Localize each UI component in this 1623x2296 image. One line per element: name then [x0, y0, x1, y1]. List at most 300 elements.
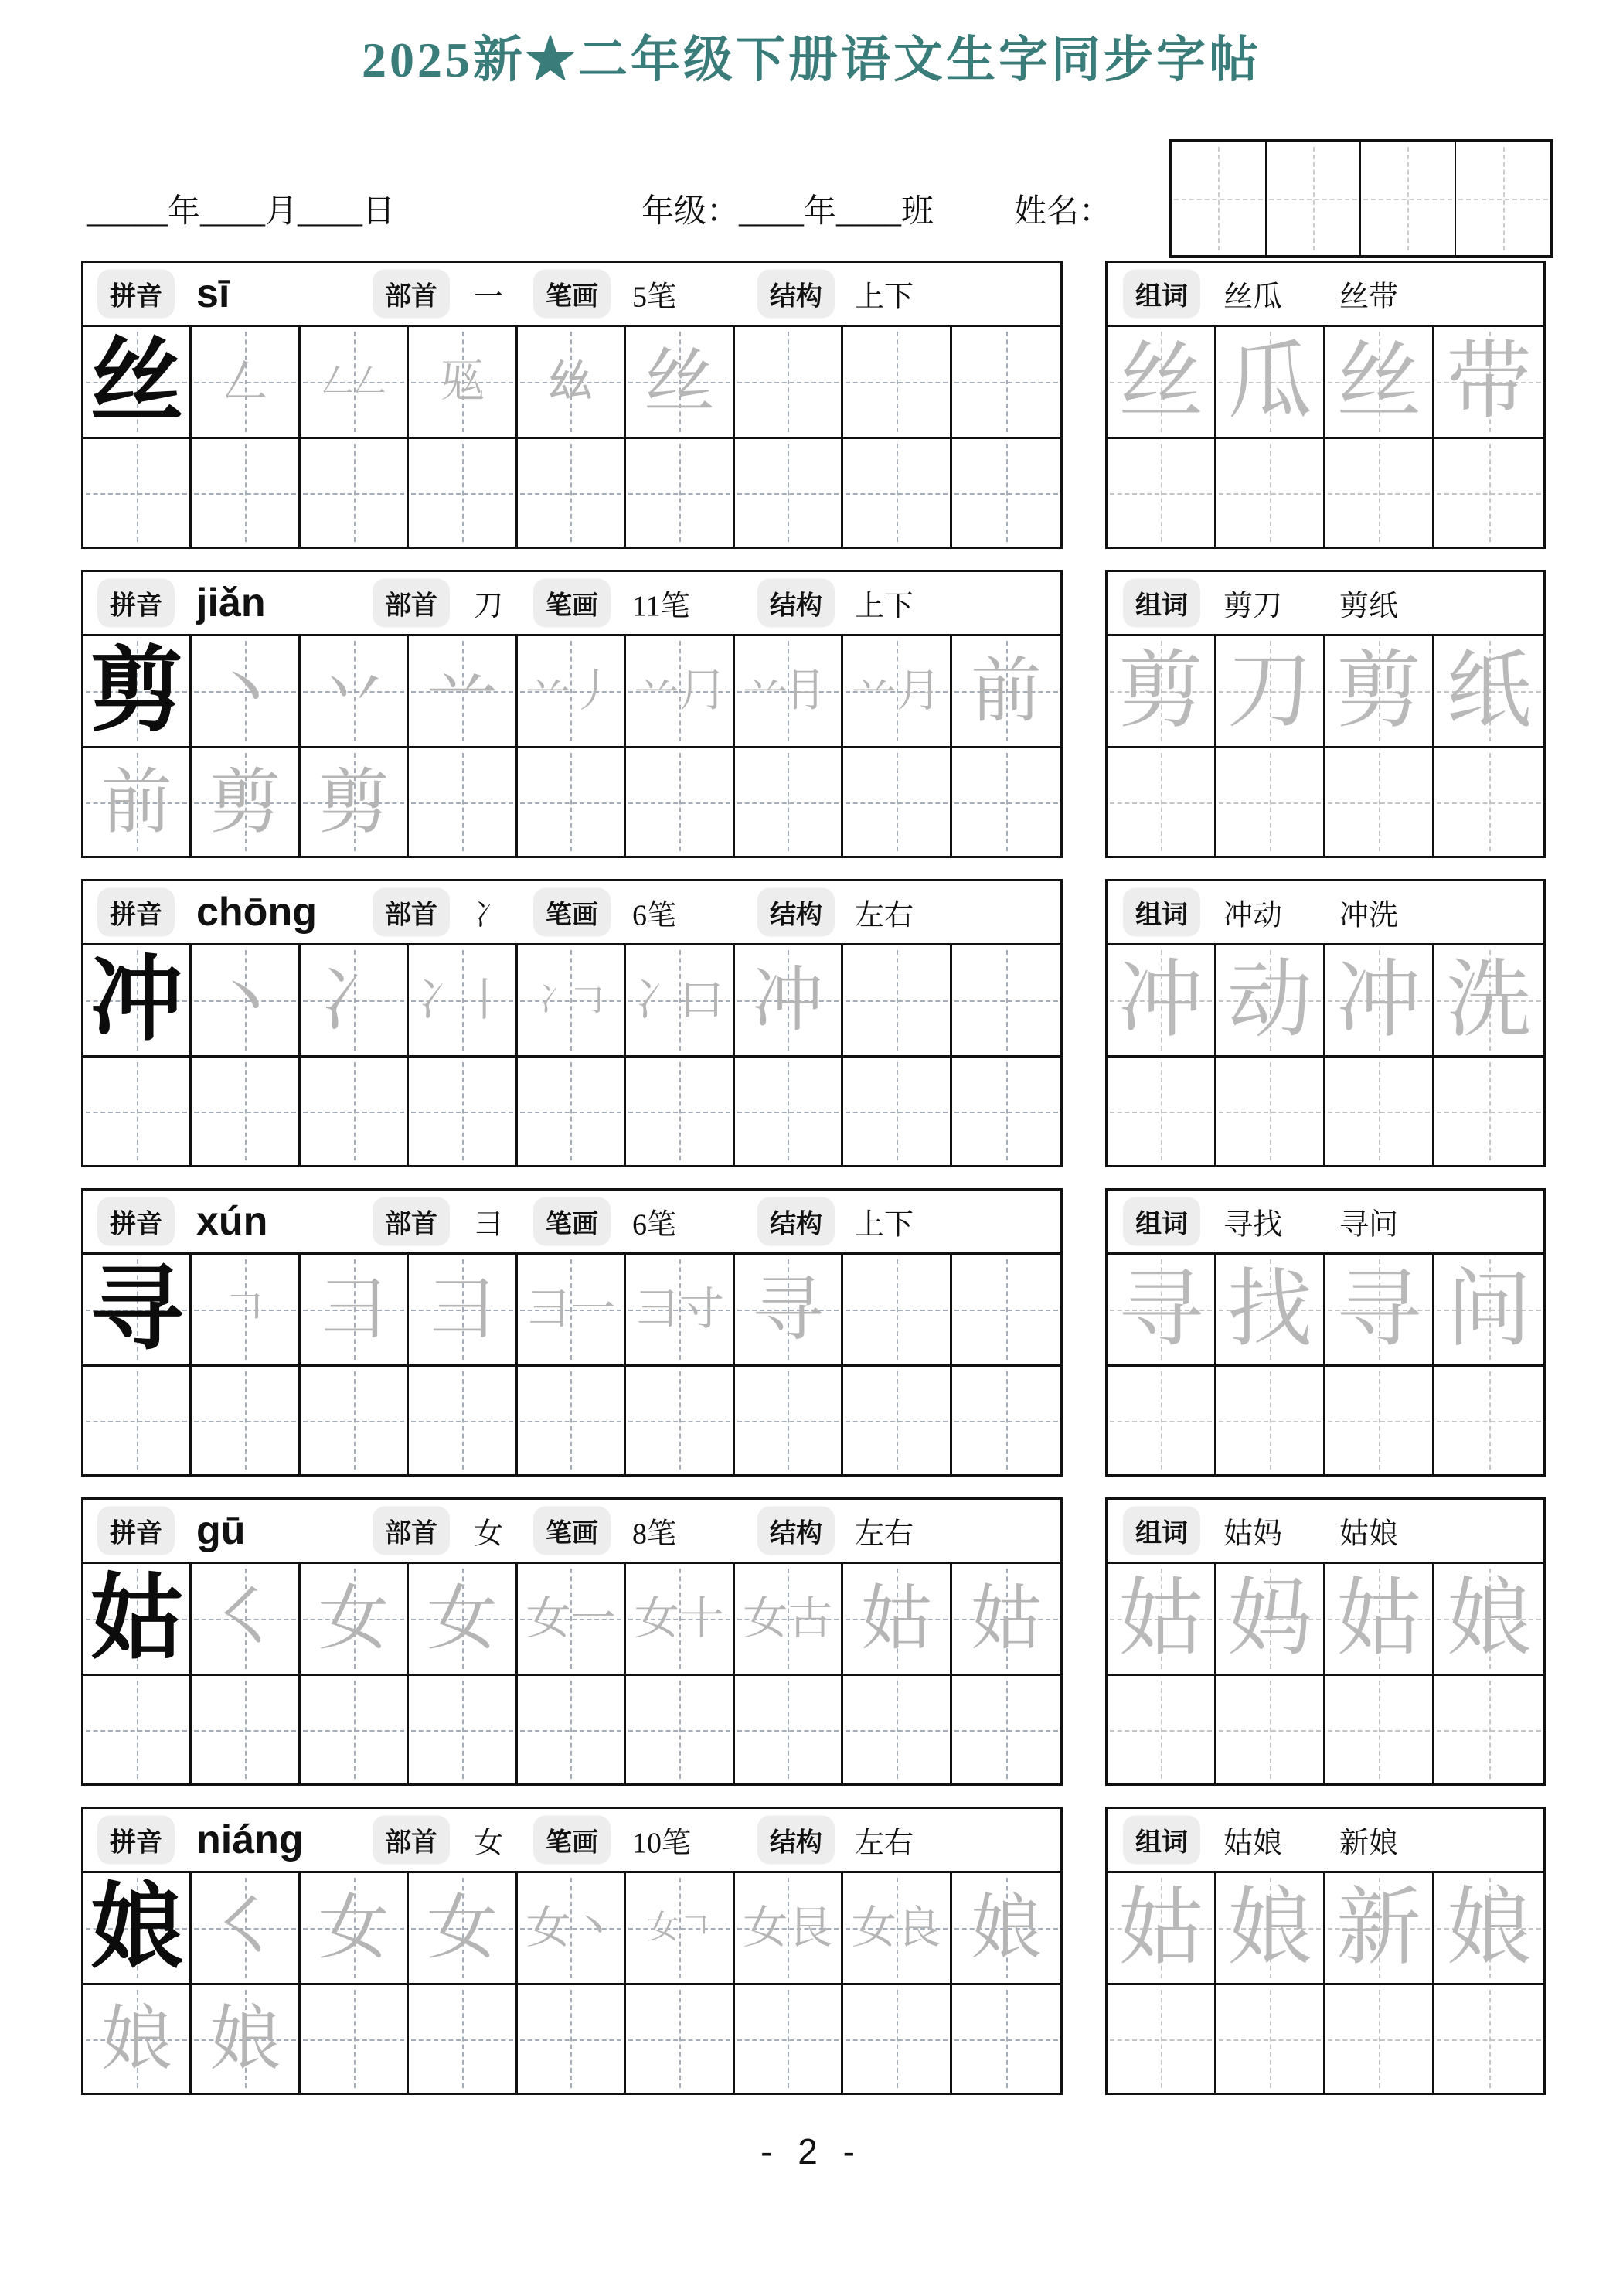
- empty-practice-cell: [1216, 1367, 1325, 1474]
- empty-practice-cell: [1325, 748, 1434, 856]
- empty-practice-cell: [1325, 1985, 1434, 2093]
- stroke-step-cell: [83, 748, 192, 856]
- empty-practice-cell: [1434, 1058, 1543, 1165]
- glyph: 剪: [1336, 644, 1421, 738]
- glyph: 丷: [318, 652, 390, 731]
- empty-practice-cell: [192, 1058, 300, 1165]
- glyph: 丝: [90, 330, 183, 433]
- empty-practice-cell: [83, 1676, 192, 1783]
- word-row: [1108, 1564, 1543, 1674]
- word-trace-cell: [1108, 1255, 1216, 1364]
- glyph: 女良: [851, 1903, 941, 1953]
- glyph: 冲: [1118, 953, 1203, 1048]
- stroke-step-cell: [301, 1873, 409, 1983]
- stroke-step-cell: [952, 1255, 1060, 1364]
- glyph: 女: [427, 1889, 498, 1967]
- empty-practice-cell: [192, 439, 300, 547]
- glyph: 冫口: [634, 975, 724, 1025]
- stroke-step-cell: [518, 1873, 626, 1983]
- radical-value: 刀: [474, 590, 504, 623]
- stroke-step-cell: [301, 1564, 409, 1674]
- empty-practice-cell: [1434, 1367, 1543, 1474]
- word-box-1: [1105, 570, 1546, 858]
- word-practice-grid: [1108, 1255, 1543, 1474]
- glyph: 𢆺: [440, 356, 485, 407]
- word-practice-grid: [1108, 327, 1543, 547]
- word-practice-grid: [1108, 636, 1543, 856]
- empty-practice-cell: [735, 1985, 843, 2093]
- empty-practice-cell: [409, 1676, 517, 1783]
- structure-label-badge: 结构: [757, 888, 835, 937]
- stroke-step-cell: [952, 1873, 1060, 1983]
- empty-practice-cell: [626, 1676, 734, 1783]
- word-trace-cell: [1108, 327, 1216, 437]
- empty-practice-cell: [626, 439, 734, 547]
- glyph: 姑: [1118, 1572, 1203, 1666]
- empty-practice-cell: [626, 748, 734, 856]
- radical-label-badge: 部首: [373, 1197, 450, 1246]
- structure-value: 左右: [855, 1518, 914, 1551]
- empty-practice-cell: [1434, 439, 1543, 547]
- glyph: 女一: [526, 1593, 616, 1644]
- empty-practice-cell: [83, 1058, 192, 1165]
- stroke-step-cell: [192, 1985, 300, 2093]
- main-character-cell: [83, 327, 192, 437]
- word-trace-cell: [1108, 636, 1216, 746]
- empty-practice-cell: [735, 1676, 843, 1783]
- student-name-label: 姓名：: [1014, 194, 1112, 230]
- empty-practice-cell: [843, 1058, 951, 1165]
- pinyin-value: sī: [196, 271, 230, 316]
- glyph: 剪: [318, 762, 390, 842]
- empty-practice-cell: [1108, 1058, 1216, 1165]
- structure-value: 上下: [855, 281, 914, 314]
- practice-box-header: [83, 572, 1060, 636]
- structure-label-badge: 结构: [757, 579, 835, 628]
- word-value: 剪纸: [1339, 590, 1399, 623]
- stroke-step-cell: [518, 327, 626, 437]
- practice-row: [83, 1873, 1060, 1983]
- word-box-4: [1105, 1497, 1546, 1786]
- date-fill-line: _____年____月____日: [87, 194, 396, 230]
- stroke-step-cell: [843, 636, 951, 746]
- word-value: 剪刀: [1223, 590, 1283, 623]
- empty-practice-cell: [518, 1058, 626, 1165]
- empty-practice-cell: [735, 1058, 843, 1165]
- glyph: 前: [100, 762, 172, 842]
- word-trace-cell: [1108, 945, 1216, 1055]
- stroke-step-cell: [301, 327, 409, 437]
- practice-row: [83, 437, 1060, 547]
- stroke-practice-grid: [83, 1255, 1060, 1474]
- empty-practice-cell: [843, 439, 951, 547]
- empty-practice-cell: [1108, 748, 1216, 856]
- pinyin-label-badge: 拼音: [97, 579, 175, 628]
- glyph: 丶: [209, 652, 281, 731]
- empty-practice-cell: [518, 1367, 626, 1474]
- word-practice-grid: [1108, 1564, 1543, 1783]
- glyph: 彐寸: [634, 1284, 724, 1334]
- pinyin-value: xún: [196, 1199, 268, 1244]
- stroke-step-cell: [301, 1255, 409, 1364]
- empty-practice-cell: [301, 1367, 409, 1474]
- glyph: 𠃋𠃋: [321, 364, 386, 400]
- stroke-step-cell: [735, 327, 843, 437]
- empty-practice-cell: [952, 1058, 1060, 1165]
- pinyin-value: chōng: [196, 890, 317, 935]
- stroke-step-cell: [192, 1255, 300, 1364]
- main-character-cell: [83, 1873, 192, 1983]
- pinyin-value: niáng: [196, 1817, 304, 1862]
- glyph: ㇛: [209, 1579, 281, 1658]
- glyph: 娘: [209, 1999, 281, 2079]
- practice-row: [83, 1055, 1060, 1165]
- empty-practice-cell: [1216, 1676, 1325, 1783]
- glyph: 姑: [1336, 1572, 1421, 1666]
- word-trace-cell: [1434, 1873, 1543, 1983]
- word-box-header: [1108, 1500, 1543, 1564]
- empty-practice-cell: [1325, 439, 1434, 547]
- word-value: 姑妈: [1223, 1518, 1283, 1551]
- empty-practice-cell: [83, 1367, 192, 1474]
- structure-label-badge: 结构: [757, 1507, 835, 1555]
- stroke-step-cell: [626, 1564, 734, 1674]
- stroke-step-cell: [843, 1564, 951, 1674]
- structure-label-badge: 结构: [757, 270, 835, 319]
- pinyin-label-badge: 拼音: [97, 1816, 175, 1865]
- word-trace-cell: [1434, 945, 1543, 1055]
- stroke-step-cell: [735, 1255, 843, 1364]
- practice-box-4: [81, 1497, 1063, 1786]
- radical-value: 彐: [474, 1208, 504, 1242]
- empty-practice-cell: [843, 748, 951, 856]
- glyph: ㇛: [209, 1889, 281, 1967]
- structure-value: 上下: [855, 590, 914, 623]
- stroke-step-cell: [518, 945, 626, 1055]
- empty-practice-cell: [192, 1676, 300, 1783]
- stroke-step-cell: [735, 636, 843, 746]
- empty-practice-cell: [1108, 1367, 1216, 1474]
- grade-class-fill-line: 年级：____年____班: [641, 194, 934, 230]
- word-trace-cell: [1216, 945, 1325, 1055]
- stroke-step-cell: [192, 1564, 300, 1674]
- practice-row: [83, 945, 1060, 1055]
- name-grid-cell: [1172, 142, 1267, 255]
- stroke-step-cell: [301, 945, 409, 1055]
- strokes-value: 11笔: [632, 590, 690, 623]
- empty-practice-cell: [301, 1676, 409, 1783]
- word-box-header: [1108, 881, 1543, 945]
- word-trace-cell: [1325, 945, 1434, 1055]
- empty-practice-cell: [409, 1985, 517, 2093]
- empty-practice-cell: [1216, 1058, 1325, 1165]
- stroke-step-cell: [409, 1564, 517, 1674]
- glyph: 丝: [1336, 335, 1421, 429]
- strokes-label-badge: 笔画: [533, 888, 611, 937]
- glyph: ⺕: [318, 1270, 390, 1349]
- glyph: 姑: [860, 1579, 932, 1658]
- word-value: 丝带: [1339, 281, 1399, 314]
- word-box-header: [1108, 1809, 1543, 1873]
- glyph: 女丶: [526, 1903, 616, 1953]
- empty-practice-cell: [1434, 1676, 1543, 1783]
- glyph: 新: [1336, 1881, 1421, 1975]
- stroke-step-cell: [735, 1873, 843, 1983]
- empty-practice-cell: [1325, 1367, 1434, 1474]
- stroke-step-cell: [952, 327, 1060, 437]
- radical-label-badge: 部首: [373, 1507, 450, 1555]
- word-value: 丝瓜: [1223, 281, 1283, 314]
- pinyin-label-badge: 拼音: [97, 270, 175, 319]
- word-practice-grid: [1108, 945, 1543, 1165]
- stroke-step-cell: [518, 1564, 626, 1674]
- strokes-label-badge: 笔画: [533, 270, 611, 319]
- structure-label-badge: 结构: [757, 1197, 835, 1246]
- word-value: 寻问: [1339, 1208, 1399, 1242]
- practice-row: [83, 1674, 1060, 1783]
- word-row: [1108, 945, 1543, 1055]
- word-box-header: [1108, 263, 1543, 327]
- empty-practice-cell: [626, 1985, 734, 2093]
- words-label-badge: 组词: [1123, 579, 1200, 628]
- word-row: [1108, 437, 1543, 547]
- radical-label-badge: 部首: [373, 888, 450, 937]
- word-value: 姑娘: [1339, 1518, 1399, 1551]
- practice-box-header: [83, 1809, 1060, 1873]
- glyph: 找: [1227, 1262, 1312, 1357]
- word-trace-cell: [1325, 636, 1434, 746]
- word-trace-cell: [1216, 1564, 1325, 1674]
- empty-practice-cell: [843, 1367, 951, 1474]
- practice-row: [83, 327, 1060, 437]
- glyph: 冫: [318, 961, 390, 1040]
- glyph: 丝: [643, 342, 715, 421]
- empty-practice-cell: [409, 1367, 517, 1474]
- empty-practice-cell: [1325, 1676, 1434, 1783]
- stroke-step-cell: [626, 1255, 734, 1364]
- word-box-0: [1105, 261, 1546, 549]
- stroke-step-cell: [518, 636, 626, 746]
- empty-practice-cell: [1434, 1985, 1543, 2093]
- strokes-label-badge: 笔画: [533, 1816, 611, 1865]
- glyph: 𢆶: [548, 356, 594, 407]
- radical-value: 女: [474, 1518, 504, 1551]
- page-title: 2025新★二年级下册语文生字同步字帖: [362, 32, 1261, 87]
- empty-practice-cell: [518, 439, 626, 547]
- empty-practice-cell: [409, 439, 517, 547]
- words-label-badge: 组词: [1123, 1507, 1200, 1555]
- glyph: 冲: [1336, 953, 1421, 1048]
- stroke-step-cell: [626, 327, 734, 437]
- word-value: 冲洗: [1339, 899, 1399, 932]
- empty-practice-cell: [735, 748, 843, 856]
- word-trace-cell: [1325, 1564, 1434, 1674]
- stroke-step-cell: [301, 748, 409, 856]
- pinyin-value: jiǎn: [196, 581, 266, 625]
- stroke-step-cell: [192, 748, 300, 856]
- word-trace-cell: [1216, 1873, 1325, 1983]
- word-box-3: [1105, 1188, 1546, 1477]
- glyph: 剪: [90, 639, 183, 742]
- radical-value: 冫: [474, 899, 504, 932]
- stroke-step-cell: [843, 945, 951, 1055]
- empty-practice-cell: [409, 1058, 517, 1165]
- radical-label-badge: 部首: [373, 1816, 450, 1865]
- empty-practice-cell: [952, 748, 1060, 856]
- strokes-label-badge: 笔画: [533, 1507, 611, 1555]
- glyph: 姑: [90, 1567, 183, 1670]
- stroke-practice-grid: [83, 1564, 1060, 1783]
- main-character-cell: [83, 636, 192, 746]
- glyph: 带: [1446, 335, 1532, 429]
- empty-practice-cell: [952, 1985, 1060, 2093]
- glyph: 娘: [970, 1889, 1042, 1967]
- pinyin-value: gū: [196, 1508, 246, 1553]
- practice-box-1: [81, 570, 1063, 858]
- radical-value: 女: [474, 1827, 504, 1860]
- word-value: 新娘: [1339, 1827, 1399, 1860]
- pinyin-label-badge: 拼音: [97, 888, 175, 937]
- glyph: 女𠃍: [646, 1910, 712, 1946]
- word-box-2: [1105, 879, 1546, 1167]
- glyph: 冫𠃌: [538, 983, 604, 1018]
- stroke-practice-grid: [83, 1873, 1060, 2093]
- stroke-step-cell: [192, 945, 300, 1055]
- word-row: [1108, 1055, 1543, 1165]
- word-trace-cell: [1108, 1873, 1216, 1983]
- page-number: - 2 -: [760, 2131, 863, 2172]
- strokes-value: 5笔: [632, 281, 677, 314]
- word-trace-cell: [1434, 1564, 1543, 1674]
- glyph: 姑: [970, 1579, 1042, 1658]
- empty-practice-cell: [518, 748, 626, 856]
- glyph: 䒑: [427, 652, 498, 731]
- word-row: [1108, 746, 1543, 856]
- empty-practice-cell: [301, 1985, 409, 2093]
- strokes-value: 6笔: [632, 899, 677, 932]
- practice-row: [83, 1983, 1060, 2093]
- word-row: [1108, 1983, 1543, 2093]
- words-label-badge: 组词: [1123, 270, 1200, 319]
- stroke-step-cell: [952, 945, 1060, 1055]
- stroke-practice-grid: [83, 636, 1060, 856]
- empty-practice-cell: [735, 439, 843, 547]
- stroke-step-cell: [952, 636, 1060, 746]
- empty-practice-cell: [1434, 748, 1543, 856]
- word-practice-grid: [1108, 1873, 1543, 2093]
- radical-label-badge: 部首: [373, 270, 450, 319]
- empty-practice-cell: [843, 1985, 951, 2093]
- name-grid-cell: [1267, 142, 1362, 255]
- practice-box-header: [83, 1500, 1060, 1564]
- glyph: 冲: [90, 949, 183, 1051]
- empty-practice-cell: [735, 1367, 843, 1474]
- practice-row: [83, 1564, 1060, 1674]
- stroke-step-cell: [409, 636, 517, 746]
- word-row: [1108, 1873, 1543, 1983]
- glyph: 冲: [752, 961, 824, 1040]
- words-label-badge: 组词: [1123, 1197, 1200, 1246]
- glyph: 娘: [1446, 1572, 1532, 1666]
- pinyin-label-badge: 拼音: [97, 1197, 175, 1246]
- stroke-step-cell: [626, 1873, 734, 1983]
- stroke-step-cell: [409, 327, 517, 437]
- stroke-step-cell: [409, 1873, 517, 1983]
- practice-row: [83, 1364, 1060, 1474]
- word-trace-cell: [1325, 1873, 1434, 1983]
- word-box-header: [1108, 572, 1543, 636]
- word-trace-cell: [1216, 327, 1325, 437]
- word-trace-cell: [1434, 636, 1543, 746]
- glyph: 寻: [752, 1270, 824, 1349]
- glyph: 䒑⺆: [634, 666, 724, 716]
- strokes-label-badge: 笔画: [533, 579, 611, 628]
- word-trace-cell: [1325, 1255, 1434, 1364]
- stroke-step-cell: [626, 945, 734, 1055]
- words-label-badge: 组词: [1123, 888, 1200, 937]
- pinyin-label-badge: 拼音: [97, 1507, 175, 1555]
- glyph: 彐: [427, 1270, 498, 1349]
- empty-practice-cell: [518, 1676, 626, 1783]
- strokes-value: 8笔: [632, 1518, 677, 1551]
- practice-row: [83, 746, 1060, 856]
- structure-value: 上下: [855, 1208, 914, 1242]
- practice-row: [83, 1255, 1060, 1364]
- word-row: [1108, 1674, 1543, 1783]
- glyph: 女十: [634, 1593, 724, 1644]
- glyph: 姑: [1118, 1881, 1203, 1975]
- practice-box-header: [83, 263, 1060, 327]
- glyph: 女: [318, 1889, 390, 1967]
- strokes-label-badge: 笔画: [533, 1197, 611, 1246]
- main-character-cell: [83, 1255, 192, 1364]
- name-grid-cell: [1361, 142, 1456, 255]
- empty-practice-cell: [1216, 748, 1325, 856]
- empty-practice-cell: [409, 748, 517, 856]
- glyph: 丶: [209, 961, 281, 1040]
- practice-box-5: [81, 1807, 1063, 2095]
- stroke-step-cell: [409, 1255, 517, 1364]
- glyph: 䒑⺝: [743, 666, 833, 716]
- practice-box-2: [81, 879, 1063, 1167]
- structure-label-badge: 结构: [757, 1816, 835, 1865]
- strokes-value: 10笔: [632, 1827, 692, 1860]
- empty-practice-cell: [626, 1058, 734, 1165]
- word-trace-cell: [1434, 327, 1543, 437]
- glyph: 剪: [209, 762, 281, 842]
- word-trace-cell: [1108, 1564, 1216, 1674]
- stroke-practice-grid: [83, 945, 1060, 1165]
- strokes-value: 6笔: [632, 1208, 677, 1242]
- glyph: 娘: [90, 1876, 183, 1979]
- glyph: 𠃍: [223, 1284, 268, 1334]
- glyph: 娘: [100, 1999, 172, 2079]
- stroke-step-cell: [518, 1255, 626, 1364]
- word-row: [1108, 636, 1543, 746]
- practice-box-3: [81, 1188, 1063, 1477]
- practice-box-0: [81, 261, 1063, 549]
- word-box-header: [1108, 1191, 1543, 1255]
- structure-value: 左右: [855, 1827, 914, 1860]
- radical-label-badge: 部首: [373, 579, 450, 628]
- glyph: 瓜: [1227, 335, 1312, 429]
- words-label-badge: 组词: [1123, 1816, 1200, 1865]
- empty-practice-cell: [626, 1367, 734, 1474]
- stroke-step-cell: [192, 1873, 300, 1983]
- glyph: 娘: [1227, 1881, 1312, 1975]
- word-trace-cell: [1434, 1255, 1543, 1364]
- stroke-step-cell: [843, 1873, 951, 1983]
